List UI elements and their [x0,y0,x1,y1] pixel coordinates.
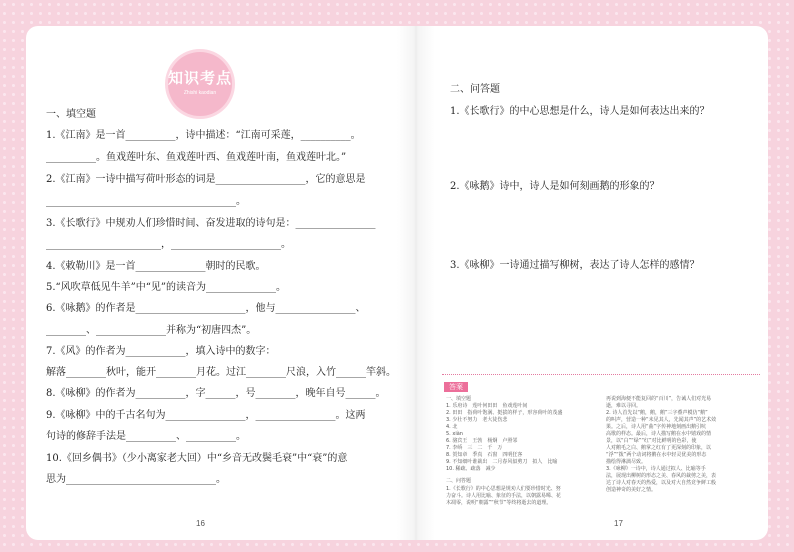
question: 1.《长歌行》的中心思想是什么，诗人是如何表达出来的？ [450,106,710,117]
badge-subtitle: Zhishi kaodian [183,90,217,96]
answer-line: 人对鹅毛之白、鹅掌之红有了更深刻的印象，以 [606,445,712,451]
page-number-left: 16 [196,519,205,528]
answer-line: 力奋斗。诗人用比喻、象征的手法，以朝露易晞、花 [446,493,562,499]
right-page [434,26,768,540]
answer-line: 一、填空题 [446,396,472,402]
fill-line: 3.《长歌行》中规劝人们珍惜时间、奋发进取的诗句是：________________ [46,218,376,229]
answer-line: 逝，难以寻回。 [606,403,642,409]
answer-line: 2. 诗人首先以“鹅，鹅，鹅”三字叠声模仿“鹅” [606,410,708,416]
answer-line: 景，以“白”“绿”“红”对比鲜明的色彩，使 [606,438,697,444]
fill-line: 1.《江南》是一首__________，诗中描述：“江南可采莲，__________。 [46,130,361,141]
fill-line: 解落________秋叶，能开________月花。过江________尺浪，入竹______竿斜。 [46,367,396,378]
fill-line: 6.《咏鹅》的作者是______________________，他与________________、 [46,303,366,314]
answer-line: 果。之后，诗人用“曲”字传神地刻画出鹅引吭 [606,424,707,430]
page-number-right: 17 [614,519,623,528]
fill-line: 4.《敕勒川》是一首______________朝时的民歌。 [46,261,266,272]
fill-line: 5.“风吹草低见牛羊”中“见”的读音为______________。 [46,282,286,293]
fill-line: 2.《江南》一诗中描写荷叶形态的词是__________________，它的意思是 [46,174,366,185]
answer-line: 1.《长歌行》的中心思想是规劝人们要珍惜时光、努 [446,486,561,492]
badge-title: 知识考点 [168,69,233,87]
answer-line: 创造神奇的美好之情。 [606,487,657,493]
answer-line: 6. 骆宾王 王勃 杨炯 卢照邻 [446,438,518,444]
question: 2.《咏鹅》诗中，诗人是如何刻画鹅的形象的？ [450,181,660,192]
answer-line: 法，展现出柳树的形态之美、春风的裁剪之美，表 [606,473,717,479]
left-page [26,26,398,540]
answer-line: 3.《咏柳》一诗中，诗人通过拟人、比喻等手 [606,466,706,472]
qa-section-title: 二、问答题 [450,84,500,95]
answer-label: 答案 [444,382,468,392]
answer-line: 1. 乐府诗 莲叶何田田 鱼戏莲叶间 [446,403,528,409]
answer-line: 5. xiàn [446,431,463,437]
answer-line: 4. 北 [446,424,458,430]
fill-line: __________。鱼戏莲叶东、鱼戏莲叶西、鱼戏莲叶南，鱼戏莲叶北。” [46,152,347,163]
question: 3.《咏柳》一诗通过描写柳树，表达了诗人怎样的感情？ [450,260,700,271]
answer-line: 二、问答题 [446,478,472,484]
answer-line: 达了诗人对春天的热爱，以及对大自然竞争鲜工般 [606,480,717,486]
fill-line: 句诗的修辞手法是__________、__________。 [46,431,246,442]
fill-line: 7.《风》的作者为____________，填入诗中的数字： [46,346,276,357]
fill-line: 9.《咏柳》中的千古名句为________________，________________。这两 [46,410,366,421]
fill-line: _______________________，______________________。 [46,239,291,250]
answer-line: 再说到海便不能复回的“百川”，告诫人们对光易 [606,396,712,402]
fill-line: ________、______________并称为“初唐四杰”。 [46,325,257,336]
answer-line: 的叫声，营造一种“未见其人，先闻其声”的艺术效 [606,417,717,423]
book-gutter [397,26,435,540]
answer-line: 9. 不知细叶谁裁出 二月春风似剪刀 拟人 比喻 [446,459,558,465]
answer-line: 描绘得淋漓尽致。 [606,459,647,465]
fill-line: 8.《咏柳》的作者为__________，字______，号________，晚年自号______。 [46,388,386,399]
answer-line: 8. 贺知章 季真 石窗 四明狂客 [446,452,523,458]
answer-area [434,374,768,540]
answer-line: 木凋零，说明“朝露”“秋节”等终将逝去的道理。 [446,500,552,506]
answer-line: 2. 田田 指荷叶饱满、挺拔的样子，形容荷叶的茂盛 [446,410,563,416]
answer-line: 7. 李峤 三 二 千 万 [446,445,503,451]
fill-line: 思为______________________________。 [46,474,226,485]
book-spread [26,26,768,540]
answer-line: 高歌的样态。最后，诗人描写鹅在水中嬉戏的情 [606,431,712,437]
answer-line: 3. 少壮不努力 老大徒伤悲 [446,417,508,423]
fill-section-title: 一、填空题 [46,109,96,120]
answer-line: 10. 稀疏、疏落 减少 [446,466,496,472]
fill-line: 10.《回乡偶书》（少小离家老大回）中“乡音无改鬓毛衰”中“衰”的意 [46,453,348,464]
fill-line: ______________________________________。 [46,196,246,207]
answer-line: “浮”“拨”两个动词将鹅在水中轻灵优美的形态 [606,452,707,458]
knowledge-badge [168,52,232,116]
dotted-divider [442,374,760,375]
